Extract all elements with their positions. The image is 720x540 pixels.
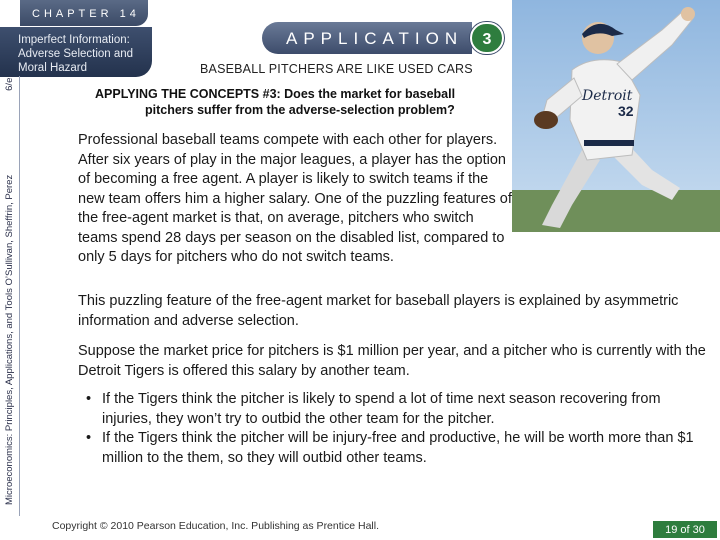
sidebar-book-title [4,75,18,505]
application-number: 3 [482,31,492,48]
application-banner [262,22,472,54]
page-indicator: 19 of 30 [653,521,717,538]
chapter-title-line: Adverse Selection and [18,48,134,60]
sidebar-rule [19,76,20,516]
bullet-item: • If the Tigers think the pitcher is likely to spend a lot of time next season recovering from injuries, they won’t try to outbid the other team for the pitcher. [86,390,706,429]
copyright-footer: Copyright © 2010 Pearson Education, Inc. Publishing as Prentice Hall. [52,520,380,532]
sidebar-book-text: Microeconomics: Principles, Applications, and Tools O’Sullivan, Sheffrin, Perez [4,174,15,505]
question-line: pitchers suffer from the adverse-selection problem? [145,103,455,117]
body-paragraph: This puzzling feature of the free-agent market for baseball players is explained by asymmetric information and adverse selection. [78,293,679,329]
jersey-text: Detroit [582,88,633,104]
question-line: APPLYING THE CONCEPTS #3: Does the market for baseball [95,87,456,101]
sidebar-edition: 6/e. [4,75,15,91]
application-number-badge [470,22,504,54]
jersey-number: 32 [618,103,634,119]
pitcher-photo [512,0,720,232]
chapter-title-line: Moral Hazard [18,62,88,74]
applying-concepts-question [95,86,515,118]
bullet-list [86,390,706,468]
application-title: BASEBALL PITCHERS ARE LIKE USED CARS [200,62,473,76]
chapter-tab [20,0,148,26]
application-label: APPLICATION [286,29,464,48]
body-paragraph: Professional baseball teams compete with each other for players. After six years of play in the major leagues, a player has the option of becoming a free agent. A player is likely to switch teams if the new team offers him a higher salary. One of the puzzling features of the free-agent market is that, on average, pitchers who switch teams spend 28 days per season on the disabled list, compared to only 5 days for pitchers who do not switch teams. [78,132,512,265]
body-paragraph: Suppose the market price for pitchers is $1 million per year, and a pitcher who is currently with the Detroit Tigers is offered this salary by another team. [78,343,706,379]
bullet-item: • If the Tigers think the pitcher will be injury-free and productive, he will be worth more than $1 million to the them, so they will outbid other teams. [86,429,706,468]
chapter-label: CHAPTER 14 [32,8,140,20]
chapter-title-box [0,27,152,77]
chapter-title-line: Imperfect Information: [18,34,130,46]
